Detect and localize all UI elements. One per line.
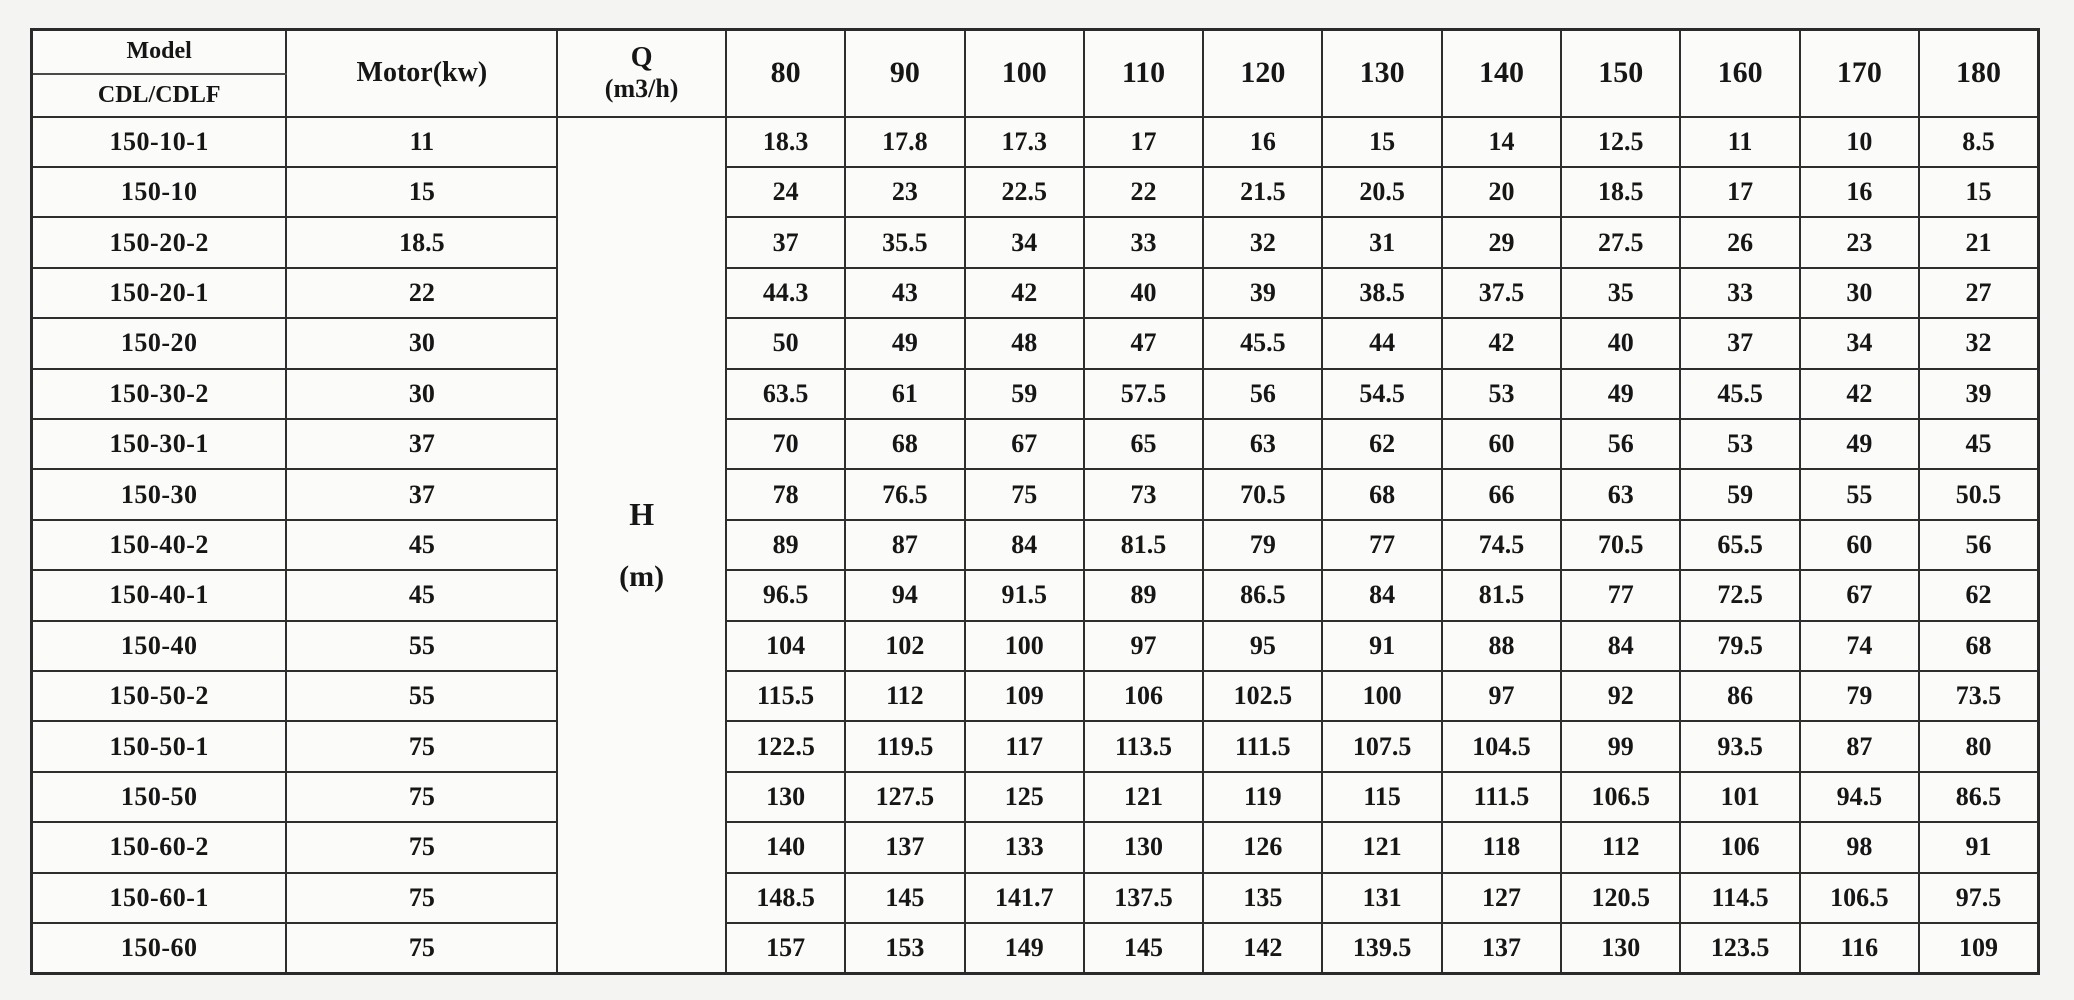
head-value-cell: 39 — [1919, 369, 2038, 419]
head-value-cell: 63 — [1203, 419, 1322, 469]
head-value-cell: 21 — [1919, 217, 2038, 267]
head-value-cell: 75 — [965, 469, 1084, 519]
header-model-label: Model — [32, 30, 287, 74]
head-value-cell: 119.5 — [845, 721, 964, 771]
model-cell: 150-50-2 — [32, 671, 287, 721]
head-value-cell: 153 — [845, 923, 964, 974]
head-value-cell: 62 — [1322, 419, 1441, 469]
motor-power-cell: 30 — [286, 318, 557, 368]
head-value-cell: 122.5 — [726, 721, 845, 771]
table-row-150-30 — [32, 469, 2039, 519]
header-flow-180: 180 — [1919, 30, 2038, 117]
table-row-150-30-2 — [32, 369, 2039, 419]
head-value-cell: 43 — [845, 268, 964, 318]
head-value-cell: 87 — [1800, 721, 1919, 771]
head-value-cell: 126 — [1203, 822, 1322, 872]
head-value-cell: 88 — [1442, 621, 1561, 671]
head-value-cell: 72.5 — [1680, 570, 1799, 620]
table-row-150-50-1 — [32, 721, 2039, 771]
head-value-cell: 23 — [845, 167, 964, 217]
head-value-cell: 125 — [965, 772, 1084, 822]
head-value-cell: 17 — [1084, 117, 1203, 167]
head-value-cell: 70.5 — [1561, 520, 1680, 570]
head-value-cell: 17 — [1680, 167, 1799, 217]
head-value-cell: 121 — [1322, 822, 1441, 872]
pump-performance-table — [30, 28, 2040, 975]
head-value-cell: 141.7 — [965, 873, 1084, 923]
head-value-cell: 15 — [1322, 117, 1441, 167]
head-value-cell: 112 — [1561, 822, 1680, 872]
model-cell: 150-20-2 — [32, 217, 287, 267]
head-value-cell: 59 — [965, 369, 1084, 419]
head-value-cell: 109 — [965, 671, 1084, 721]
table-row-150-30-1 — [32, 419, 2039, 469]
head-value-cell: 106.5 — [1800, 873, 1919, 923]
head-value-cell: 33 — [1084, 217, 1203, 267]
head-value-cell: 94 — [845, 570, 964, 620]
header-flow-150: 150 — [1561, 30, 1680, 117]
head-value-cell: 18.5 — [1561, 167, 1680, 217]
head-value-cell: 104.5 — [1442, 721, 1561, 771]
model-cell: 150-30-2 — [32, 369, 287, 419]
head-value-cell: 79 — [1203, 520, 1322, 570]
head-value-cell: 117 — [965, 721, 1084, 771]
head-value-cell: 118 — [1442, 822, 1561, 872]
head-value-cell: 27 — [1919, 268, 2038, 318]
head-value-cell: 37 — [1680, 318, 1799, 368]
motor-power-cell: 75 — [286, 822, 557, 872]
head-value-cell: 106.5 — [1561, 772, 1680, 822]
head-value-cell: 61 — [845, 369, 964, 419]
header-flow-120: 120 — [1203, 30, 1322, 117]
head-value-cell: 74 — [1800, 621, 1919, 671]
head-value-cell: 47 — [1084, 318, 1203, 368]
head-value-cell: 115.5 — [726, 671, 845, 721]
model-cell: 150-60 — [32, 923, 287, 974]
table-row-150-50-2 — [32, 671, 2039, 721]
head-value-cell: 65 — [1084, 419, 1203, 469]
head-value-cell: 104 — [726, 621, 845, 671]
head-value-cell: 97.5 — [1919, 873, 2038, 923]
model-cell: 150-10-1 — [32, 117, 287, 167]
head-value-cell: 35 — [1561, 268, 1680, 318]
head-value-cell: 62 — [1919, 570, 2038, 620]
head-value-cell: 56 — [1203, 369, 1322, 419]
head-value-cell: 112 — [845, 671, 964, 721]
head-value-cell: 21.5 — [1203, 167, 1322, 217]
table-row-150-20-1 — [32, 268, 2039, 318]
head-value-cell: 127 — [1442, 873, 1561, 923]
table-row-150-40-1 — [32, 570, 2039, 620]
head-value-cell: 14 — [1442, 117, 1561, 167]
head-value-cell: 15 — [1919, 167, 2038, 217]
header-row-top — [32, 30, 2039, 74]
head-symbol-label: H — [629, 495, 655, 532]
head-value-cell: 42 — [1442, 318, 1561, 368]
motor-power-cell: 55 — [286, 671, 557, 721]
head-value-cell: 20.5 — [1322, 167, 1441, 217]
head-value-cell: 70.5 — [1203, 469, 1322, 519]
header-flow-140: 140 — [1442, 30, 1561, 117]
head-value-cell: 94.5 — [1800, 772, 1919, 822]
head-value-cell: 102 — [845, 621, 964, 671]
head-value-cell: 81.5 — [1084, 520, 1203, 570]
head-value-cell: 53 — [1442, 369, 1561, 419]
table-row-150-50 — [32, 772, 2039, 822]
head-value-cell: 123.5 — [1680, 923, 1799, 974]
motor-power-cell: 45 — [286, 570, 557, 620]
header-flow-170: 170 — [1800, 30, 1919, 117]
head-value-cell: 29 — [1442, 217, 1561, 267]
head-value-cell: 8.5 — [1919, 117, 2038, 167]
head-value-cell: 135 — [1203, 873, 1322, 923]
table-row-150-10 — [32, 167, 2039, 217]
head-value-cell: 56 — [1919, 520, 2038, 570]
head-value-cell: 57.5 — [1084, 369, 1203, 419]
head-value-cell: 49 — [1800, 419, 1919, 469]
table-row-150-20-2 — [32, 217, 2039, 267]
head-value-cell: 93.5 — [1680, 721, 1799, 771]
head-value-cell: 44.3 — [726, 268, 845, 318]
table-row-150-40-2 — [32, 520, 2039, 570]
head-value-cell: 34 — [1800, 318, 1919, 368]
head-value-cell: 17.3 — [965, 117, 1084, 167]
head-value-cell: 45 — [1919, 419, 2038, 469]
head-value-cell: 91 — [1919, 822, 2038, 872]
head-value-cell: 44 — [1322, 318, 1441, 368]
head-value-cell: 87 — [845, 520, 964, 570]
head-value-cell: 74.5 — [1442, 520, 1561, 570]
motor-power-cell: 22 — [286, 268, 557, 318]
motor-power-cell: 55 — [286, 621, 557, 671]
model-cell: 150-30 — [32, 469, 287, 519]
model-cell: 150-40-1 — [32, 570, 287, 620]
head-value-cell: 54.5 — [1322, 369, 1441, 419]
head-value-cell: 56 — [1561, 419, 1680, 469]
head-value-cell: 26 — [1680, 217, 1799, 267]
head-value-cell: 12.5 — [1561, 117, 1680, 167]
head-value-cell: 111.5 — [1203, 721, 1322, 771]
header-flow-90: 90 — [845, 30, 964, 117]
head-value-cell: 91 — [1322, 621, 1441, 671]
head-value-cell: 24 — [726, 167, 845, 217]
head-value-cell: 37.5 — [1442, 268, 1561, 318]
head-value-cell: 97 — [1442, 671, 1561, 721]
head-value-cell: 137 — [845, 822, 964, 872]
head-value-cell: 111.5 — [1442, 772, 1561, 822]
head-value-cell: 106 — [1680, 822, 1799, 872]
motor-power-cell: 75 — [286, 923, 557, 974]
head-value-cell: 73 — [1084, 469, 1203, 519]
head-value-cell: 130 — [1561, 923, 1680, 974]
motor-power-cell: 75 — [286, 873, 557, 923]
head-value-cell: 116 — [1800, 923, 1919, 974]
head-value-cell: 20 — [1442, 167, 1561, 217]
head-value-cell: 10 — [1800, 117, 1919, 167]
head-value-cell: 65.5 — [1680, 520, 1799, 570]
head-unit-label: (m) — [619, 559, 665, 593]
head-value-cell: 55 — [1800, 469, 1919, 519]
head-unit-cell — [557, 117, 726, 974]
head-value-cell: 107.5 — [1322, 721, 1441, 771]
motor-power-cell: 11 — [286, 117, 557, 167]
head-value-cell: 73.5 — [1919, 671, 2038, 721]
head-value-cell: 22.5 — [965, 167, 1084, 217]
head-value-cell: 140 — [726, 822, 845, 872]
head-value-cell: 40 — [1561, 318, 1680, 368]
head-value-cell: 30 — [1800, 268, 1919, 318]
head-value-cell: 40 — [1084, 268, 1203, 318]
head-value-cell: 86.5 — [1919, 772, 2038, 822]
head-value-cell: 78 — [726, 469, 845, 519]
head-value-cell: 131 — [1322, 873, 1441, 923]
head-value-cell: 114.5 — [1680, 873, 1799, 923]
header-flow-160: 160 — [1680, 30, 1799, 117]
table-row-150-60-2 — [32, 822, 2039, 872]
head-value-cell: 27.5 — [1561, 217, 1680, 267]
head-value-cell: 17.8 — [845, 117, 964, 167]
model-cell: 150-20-1 — [32, 268, 287, 318]
head-value-cell: 149 — [965, 923, 1084, 974]
head-value-cell: 66 — [1442, 469, 1561, 519]
head-value-cell: 79 — [1800, 671, 1919, 721]
model-cell: 150-50-1 — [32, 721, 287, 771]
head-value-cell: 37 — [726, 217, 845, 267]
model-cell: 150-20 — [32, 318, 287, 368]
head-value-cell: 68 — [845, 419, 964, 469]
model-cell: 150-50 — [32, 772, 287, 822]
head-value-cell: 121 — [1084, 772, 1203, 822]
head-value-cell: 42 — [965, 268, 1084, 318]
motor-power-cell: 45 — [286, 520, 557, 570]
model-cell: 150-10 — [32, 167, 287, 217]
head-value-cell: 32 — [1919, 318, 2038, 368]
head-value-cell: 142 — [1203, 923, 1322, 974]
head-value-cell: 79.5 — [1680, 621, 1799, 671]
head-value-cell: 11 — [1680, 117, 1799, 167]
header-flow-q-label — [557, 30, 726, 117]
head-value-cell: 99 — [1561, 721, 1680, 771]
head-value-cell: 39 — [1203, 268, 1322, 318]
head-value-cell: 32 — [1203, 217, 1322, 267]
head-value-cell: 137 — [1442, 923, 1561, 974]
model-cell: 150-60-1 — [32, 873, 287, 923]
head-value-cell: 113.5 — [1084, 721, 1203, 771]
header-flow-80: 80 — [726, 30, 845, 117]
head-value-cell: 63 — [1561, 469, 1680, 519]
table-row-150-20 — [32, 318, 2039, 368]
head-value-cell: 68 — [1919, 621, 2038, 671]
head-value-cell: 50.5 — [1919, 469, 2038, 519]
head-value-cell: 139.5 — [1322, 923, 1441, 974]
head-value-cell: 49 — [845, 318, 964, 368]
q-symbol-label: Q — [630, 42, 653, 74]
head-value-cell: 81.5 — [1442, 570, 1561, 620]
head-value-cell: 89 — [726, 520, 845, 570]
model-cell: 150-40 — [32, 621, 287, 671]
head-value-cell: 48 — [965, 318, 1084, 368]
head-value-cell: 91.5 — [965, 570, 1084, 620]
head-value-cell: 100 — [1322, 671, 1441, 721]
head-value-cell: 148.5 — [726, 873, 845, 923]
head-value-cell: 67 — [965, 419, 1084, 469]
motor-power-cell: 15 — [286, 167, 557, 217]
head-value-cell: 42 — [1800, 369, 1919, 419]
head-value-cell: 157 — [726, 923, 845, 974]
head-value-cell: 109 — [1919, 923, 2038, 974]
head-value-cell: 133 — [965, 822, 1084, 872]
head-value-cell: 119 — [1203, 772, 1322, 822]
head-value-cell: 34 — [965, 217, 1084, 267]
head-value-cell: 77 — [1561, 570, 1680, 620]
head-value-cell: 84 — [1561, 621, 1680, 671]
head-value-cell: 130 — [726, 772, 845, 822]
head-value-cell: 77 — [1322, 520, 1441, 570]
head-value-cell: 16 — [1800, 167, 1919, 217]
head-value-cell: 80 — [1919, 721, 2038, 771]
head-value-cell: 63.5 — [726, 369, 845, 419]
head-value-cell: 96.5 — [726, 570, 845, 620]
model-cell: 150-40-2 — [32, 520, 287, 570]
head-value-cell: 16 — [1203, 117, 1322, 167]
motor-power-cell: 37 — [286, 469, 557, 519]
head-value-cell: 67 — [1800, 570, 1919, 620]
head-value-cell: 92 — [1561, 671, 1680, 721]
head-value-cell: 120.5 — [1561, 873, 1680, 923]
head-value-cell: 97 — [1084, 621, 1203, 671]
head-value-cell: 100 — [965, 621, 1084, 671]
head-value-cell: 22 — [1084, 167, 1203, 217]
table-row-150-60-1 — [32, 873, 2039, 923]
head-value-cell: 106 — [1084, 671, 1203, 721]
head-value-cell: 95 — [1203, 621, 1322, 671]
head-value-cell: 59 — [1680, 469, 1799, 519]
header-motor-label: Motor(kw) — [286, 30, 557, 117]
head-value-cell: 35.5 — [845, 217, 964, 267]
head-value-cell: 53 — [1680, 419, 1799, 469]
head-value-cell: 86 — [1680, 671, 1799, 721]
head-value-cell: 50 — [726, 318, 845, 368]
head-value-cell: 84 — [1322, 570, 1441, 620]
head-value-cell: 60 — [1442, 419, 1561, 469]
head-value-cell: 31 — [1322, 217, 1441, 267]
head-value-cell: 84 — [965, 520, 1084, 570]
motor-power-cell: 18.5 — [286, 217, 557, 267]
table-row-150-10-1 — [32, 117, 2039, 167]
model-cell: 150-30-1 — [32, 419, 287, 469]
header-flow-100: 100 — [965, 30, 1084, 117]
header-model-series-label: CDL/CDLF — [32, 74, 287, 117]
head-value-cell: 45.5 — [1680, 369, 1799, 419]
model-cell: 150-60-2 — [32, 822, 287, 872]
head-value-cell: 23 — [1800, 217, 1919, 267]
head-value-cell: 101 — [1680, 772, 1799, 822]
head-value-cell: 115 — [1322, 772, 1441, 822]
header-flow-130: 130 — [1322, 30, 1441, 117]
q-unit-label: (m3/h) — [604, 74, 679, 104]
head-value-cell: 45.5 — [1203, 318, 1322, 368]
head-value-cell: 76.5 — [845, 469, 964, 519]
motor-power-cell: 75 — [286, 721, 557, 771]
table-row-150-60 — [32, 923, 2039, 974]
head-value-cell: 102.5 — [1203, 671, 1322, 721]
head-value-cell: 127.5 — [845, 772, 964, 822]
motor-power-cell: 30 — [286, 369, 557, 419]
table-row-150-40 — [32, 621, 2039, 671]
head-value-cell: 137.5 — [1084, 873, 1203, 923]
head-value-cell: 33 — [1680, 268, 1799, 318]
head-value-cell: 145 — [1084, 923, 1203, 974]
head-value-cell: 89 — [1084, 570, 1203, 620]
head-value-cell: 98 — [1800, 822, 1919, 872]
head-value-cell: 86.5 — [1203, 570, 1322, 620]
head-value-cell: 60 — [1800, 520, 1919, 570]
head-value-cell: 18.3 — [726, 117, 845, 167]
motor-power-cell: 37 — [286, 419, 557, 469]
head-value-cell: 145 — [845, 873, 964, 923]
header-flow-110: 110 — [1084, 30, 1203, 117]
head-value-cell: 49 — [1561, 369, 1680, 419]
motor-power-cell: 75 — [286, 772, 557, 822]
head-value-cell: 70 — [726, 419, 845, 469]
head-value-cell: 38.5 — [1322, 268, 1441, 318]
head-value-cell: 68 — [1322, 469, 1441, 519]
head-value-cell: 130 — [1084, 822, 1203, 872]
